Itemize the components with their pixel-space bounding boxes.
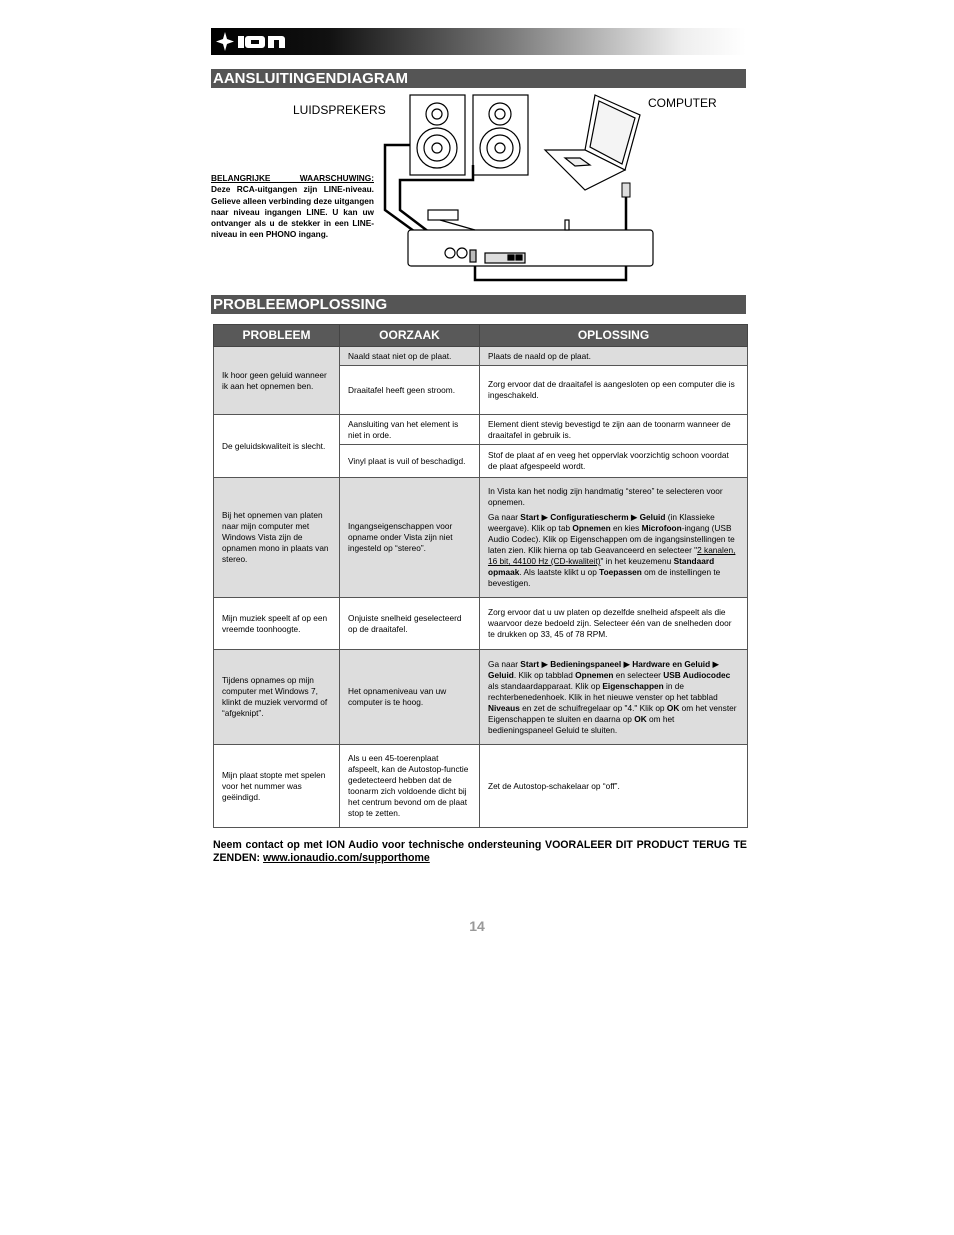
cause-cell: Het opnameniveau van uw computer is te hoog.	[340, 650, 480, 745]
computer-label: COMPUTER	[648, 96, 717, 110]
col-header-solution: OPLOSSING	[480, 325, 748, 347]
problem-cell: Bij het opnemen van platen naar mijn computer met Windows Vista zijn de opnamen mono in plaats van stereo.	[214, 478, 340, 598]
problem-cell: Ik hoor geen geluid wanneer ik aan het opnemen ben.	[214, 347, 340, 415]
troubleshooting-table	[213, 324, 748, 828]
solution-cell	[480, 478, 748, 598]
table-row	[214, 745, 748, 828]
warning-text: Deze RCA-uitgangen zijn LINE-niveau. Gelieve alleen verbinding deze uitgangen naar niveau ingangen LINE. U kan uw ontvanger als u de stekker in een LINE-niveau in een PHONO ingang.	[211, 184, 374, 240]
solution-cell: Plaats de naald op de plaat.	[480, 347, 748, 366]
cause-cell: Vinyl plaat is vuil of beschadigd.	[340, 445, 480, 478]
speaker-left	[410, 95, 465, 175]
problem-cell: De geluidskwaliteit is slecht.	[214, 415, 340, 478]
solution-cell: Zorg ervoor dat u uw platen op dezelfde snelheid afspeelt als die waarvoor deze bedoeld zijn. Selecteer één van de snelheden door te drukken op 33, 45 of 78 RPM.	[480, 598, 748, 650]
speaker-right	[473, 95, 528, 175]
table-header-row	[214, 325, 748, 347]
problem-cell: Tijdens opnames op mijn computer met Windows 7, klinkt de muziek vervormd of “afgeknipt”.	[214, 650, 340, 745]
important-warning	[211, 173, 374, 241]
solution-cell: Element dient stevig bevestigd te zijn aan de toonarm wanneer de draaitafel in gebruik is.	[480, 415, 748, 445]
cause-cell: Als u een 45-toerenplaat afspeelt, kan de Autostop-functie gedetecteerd hebben dat de toonarm zich voldoende dicht bij het centrum bevond om de plaat stop te zetten.	[340, 745, 480, 828]
speakers-label: LUIDSPREKERS	[293, 103, 386, 117]
table-row	[214, 415, 748, 445]
support-contact-text: Neem contact op met ION Audio voor technische ondersteuning VOORALEER DIT PRODUCT TERUG TE ZENDEN:	[213, 839, 747, 864]
table-row	[214, 347, 748, 366]
col-header-cause: OORZAAK	[340, 325, 480, 347]
page-number: 14	[469, 918, 485, 934]
ion-logo	[215, 30, 295, 53]
cause-cell: Ingangseigenschappen voor opname onder Vista zijn niet ingesteld op “stereo”.	[340, 478, 480, 598]
cause-cell: Draaitafel heeft geen stroom.	[340, 366, 480, 415]
support-link[interactable]: www.ionaudio.com/supporthome	[263, 852, 430, 864]
solution-cell: Zorg ervoor dat de draaitafel is aangesloten op een computer die is ingeschakeld.	[480, 366, 748, 415]
problem-cell: Mijn plaat stopte met spelen voor het nummer was geëindigd.	[214, 745, 340, 828]
connection-diagram	[380, 90, 680, 290]
table-row	[214, 478, 748, 598]
support-contact	[213, 839, 747, 865]
solution-cell: Ga naar Start ▶ Bedieningspaneel ▶ Hardware en Geluid ▶ Geluid. Klik op tabblad Opnemen en selecteer USB Audiocodec als standaardapparaat. Klik op Eigenschappen in de rechterbenedenhoek. Klik in het nieuwe venster op het tabblad Niveaus en zet de schuifregelaar op "4." Klik op OK om het venster Eigenschappen te sluiten en daarna op OK om het bedieningspaneel Geluid te sluiten.	[480, 650, 748, 745]
cause-cell: Onjuiste snelheid geselecteerd op de draaitafel.	[340, 598, 480, 650]
laptop	[545, 95, 640, 190]
solution-cell: Zet de Autostop-schakelaar op “off”.	[480, 745, 748, 828]
turntable	[408, 210, 653, 266]
warning-title: BELANGRIJKE WAARSCHUWING:	[211, 173, 374, 183]
troubleshooting-heading: PROBLEEMOPLOSSING	[211, 295, 746, 314]
cause-cell: Aansluiting van het element is niet in orde.	[340, 415, 480, 445]
col-header-problem: PROBLEEM	[214, 325, 340, 347]
connection-diagram-heading: AANSLUITINGENDIAGRAM	[211, 69, 746, 88]
problem-cell: Mijn muziek speelt af op een vreemde toonhoogte.	[214, 598, 340, 650]
brand-header-bar	[211, 28, 746, 55]
cause-cell: Naald staat niet op de plaat.	[340, 347, 480, 366]
table-row	[214, 598, 748, 650]
solution-paragraph: Ga naar Start ▶ Configuratiescherm ▶ Geluid (in Klassieke weergave). Klik op tab Opnemen en kies Microfoon-ingang (USB Audio Codec). Klik op Eigenschappen om de ingangsinstellingen te laten zien. Klik hierna op tab Geavanceerd en selecteer "2 kanalen, 16 bit, 44100 Hz (CD-kwaliteit)" in het keuzemenu Standaard opmaak. Als laatste klikt u op Toepassen om de instellingen te bevestigen.	[488, 512, 736, 588]
solution-cell: Stof de plaat af en veeg het oppervlak voorzichtig schoon voordat de plaat afgespeeld wordt.	[480, 445, 748, 478]
solution-paragraph: In Vista kan het nodig zijn handmatig “stereo” te selecteren voor opnemen.	[488, 486, 723, 507]
table-row	[214, 650, 748, 745]
